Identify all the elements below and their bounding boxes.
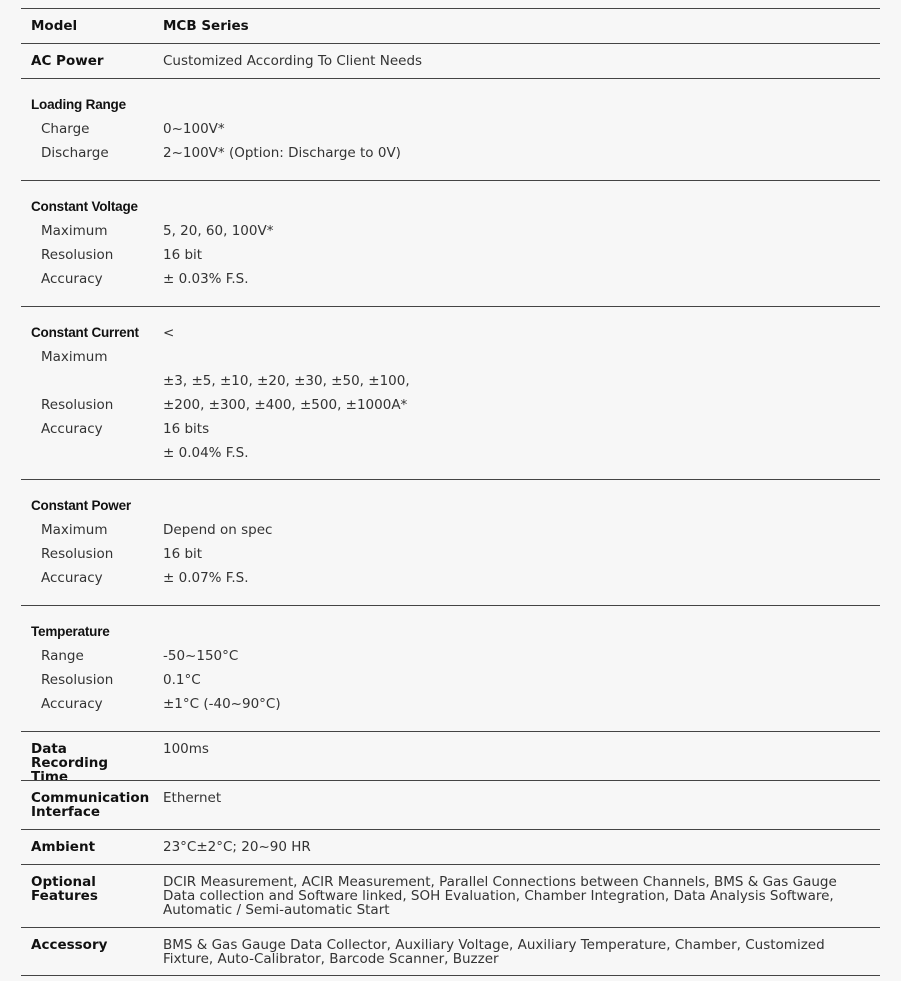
- cp-accuracy-value: ± 0.07% F.S.: [163, 570, 249, 586]
- communication-label: Communication Interface: [31, 790, 150, 820]
- row-loading-range: [21, 78, 880, 180]
- cc-value-line-3: 16 bits: [163, 421, 210, 437]
- constant-voltage-label: Constant Voltage: [31, 199, 138, 214]
- temp-accuracy-label: Accuracy: [41, 696, 103, 712]
- optional-features-value: DCIR Measurement, ACIR Measurement, Parallel Connections between Channels, BMS & Gas Gauge Data collection and Software linked, SOH Evaluation, Chamber Integration, Data Analysis Software, Automatic / Semi-automatic Start: [163, 874, 837, 918]
- accessory-value: BMS & Gas Gauge Data Collector, Auxiliary Voltage, Auxiliary Temperature, Chamber, Customized Fixture, Auto-Calibrator, Barcode Scanner, Buzzer: [163, 937, 825, 967]
- ambient-value: 23°C±2°C; 20~90 HR: [163, 839, 311, 855]
- cv-maximum-value: 5, 20, 60, 100V*: [163, 223, 274, 239]
- cv-accuracy-value: ± 0.03% F.S.: [163, 271, 249, 287]
- row-ambient: [21, 829, 880, 864]
- row-data-recording: [21, 731, 880, 785]
- loading-range-charge-label: Charge: [41, 121, 90, 137]
- row-optional-features: [21, 864, 880, 927]
- cc-marker: <: [163, 325, 175, 341]
- cp-resolution-value: 16 bit: [163, 546, 203, 562]
- communication-value: Ethernet: [163, 790, 222, 806]
- optional-features-label: Optional Features: [31, 874, 98, 904]
- ac-power-value: Customized According To Client Needs: [163, 53, 423, 69]
- row-temperature: [21, 605, 880, 731]
- row-constant-current: [21, 306, 880, 479]
- loading-range-charge-value: 0~100V*: [163, 121, 225, 137]
- row-model: [21, 8, 880, 43]
- row-ac-power: [21, 43, 880, 78]
- cc-value-line-2: ±200, ±300, ±400, ±500, ±1000A*: [163, 397, 408, 413]
- row-communication: [21, 780, 880, 829]
- cp-maximum-value: Depend on spec: [163, 522, 273, 538]
- model-label: Model: [31, 18, 78, 34]
- cc-value-line-4: ± 0.04% F.S.: [163, 445, 249, 461]
- cv-resolution-label: Resolusion: [41, 247, 114, 263]
- cv-maximum-label: Maximum: [41, 223, 108, 239]
- temp-resolution-value: 0.1°C: [163, 672, 201, 688]
- row-accessory: [21, 927, 880, 976]
- temp-accuracy-value: ±1°C (-40~90°C): [163, 696, 281, 712]
- data-recording-label: Data Recording Time: [31, 741, 109, 785]
- temp-range-value: -50~150°C: [163, 648, 239, 664]
- cc-resolution-label: Resolusion: [41, 397, 114, 413]
- cc-accuracy-label: Accuracy: [41, 421, 103, 437]
- cc-value-line-1: ±3, ±5, ±10, ±20, ±30, ±50, ±100,: [163, 373, 410, 389]
- spec-table: [21, 8, 880, 976]
- temp-range-label: Range: [41, 648, 84, 664]
- cc-maximum-label: Maximum: [41, 349, 108, 365]
- data-recording-value: 100ms: [163, 741, 209, 757]
- temp-resolution-label: Resolusion: [41, 672, 114, 688]
- row-constant-voltage: [21, 180, 880, 306]
- loading-range-discharge-value: 2~100V* (Option: Discharge to 0V): [163, 145, 401, 161]
- ambient-label: Ambient: [31, 839, 96, 855]
- constant-power-label: Constant Power: [31, 498, 131, 513]
- cp-maximum-label: Maximum: [41, 522, 108, 538]
- loading-range-discharge-label: Discharge: [41, 145, 109, 161]
- row-constant-power: [21, 479, 880, 605]
- cp-resolution-label: Resolusion: [41, 546, 114, 562]
- cp-accuracy-label: Accuracy: [41, 570, 103, 586]
- accessory-label: Accessory: [31, 937, 108, 953]
- ac-power-label: AC Power: [31, 53, 104, 69]
- cv-resolution-value: 16 bit: [163, 247, 203, 263]
- constant-current-label: Constant Current: [31, 325, 139, 340]
- loading-range-label: Loading Range: [31, 97, 126, 112]
- temperature-label: Temperature: [31, 624, 110, 639]
- cv-accuracy-label: Accuracy: [41, 271, 103, 287]
- model-value: MCB Series: [163, 18, 249, 34]
